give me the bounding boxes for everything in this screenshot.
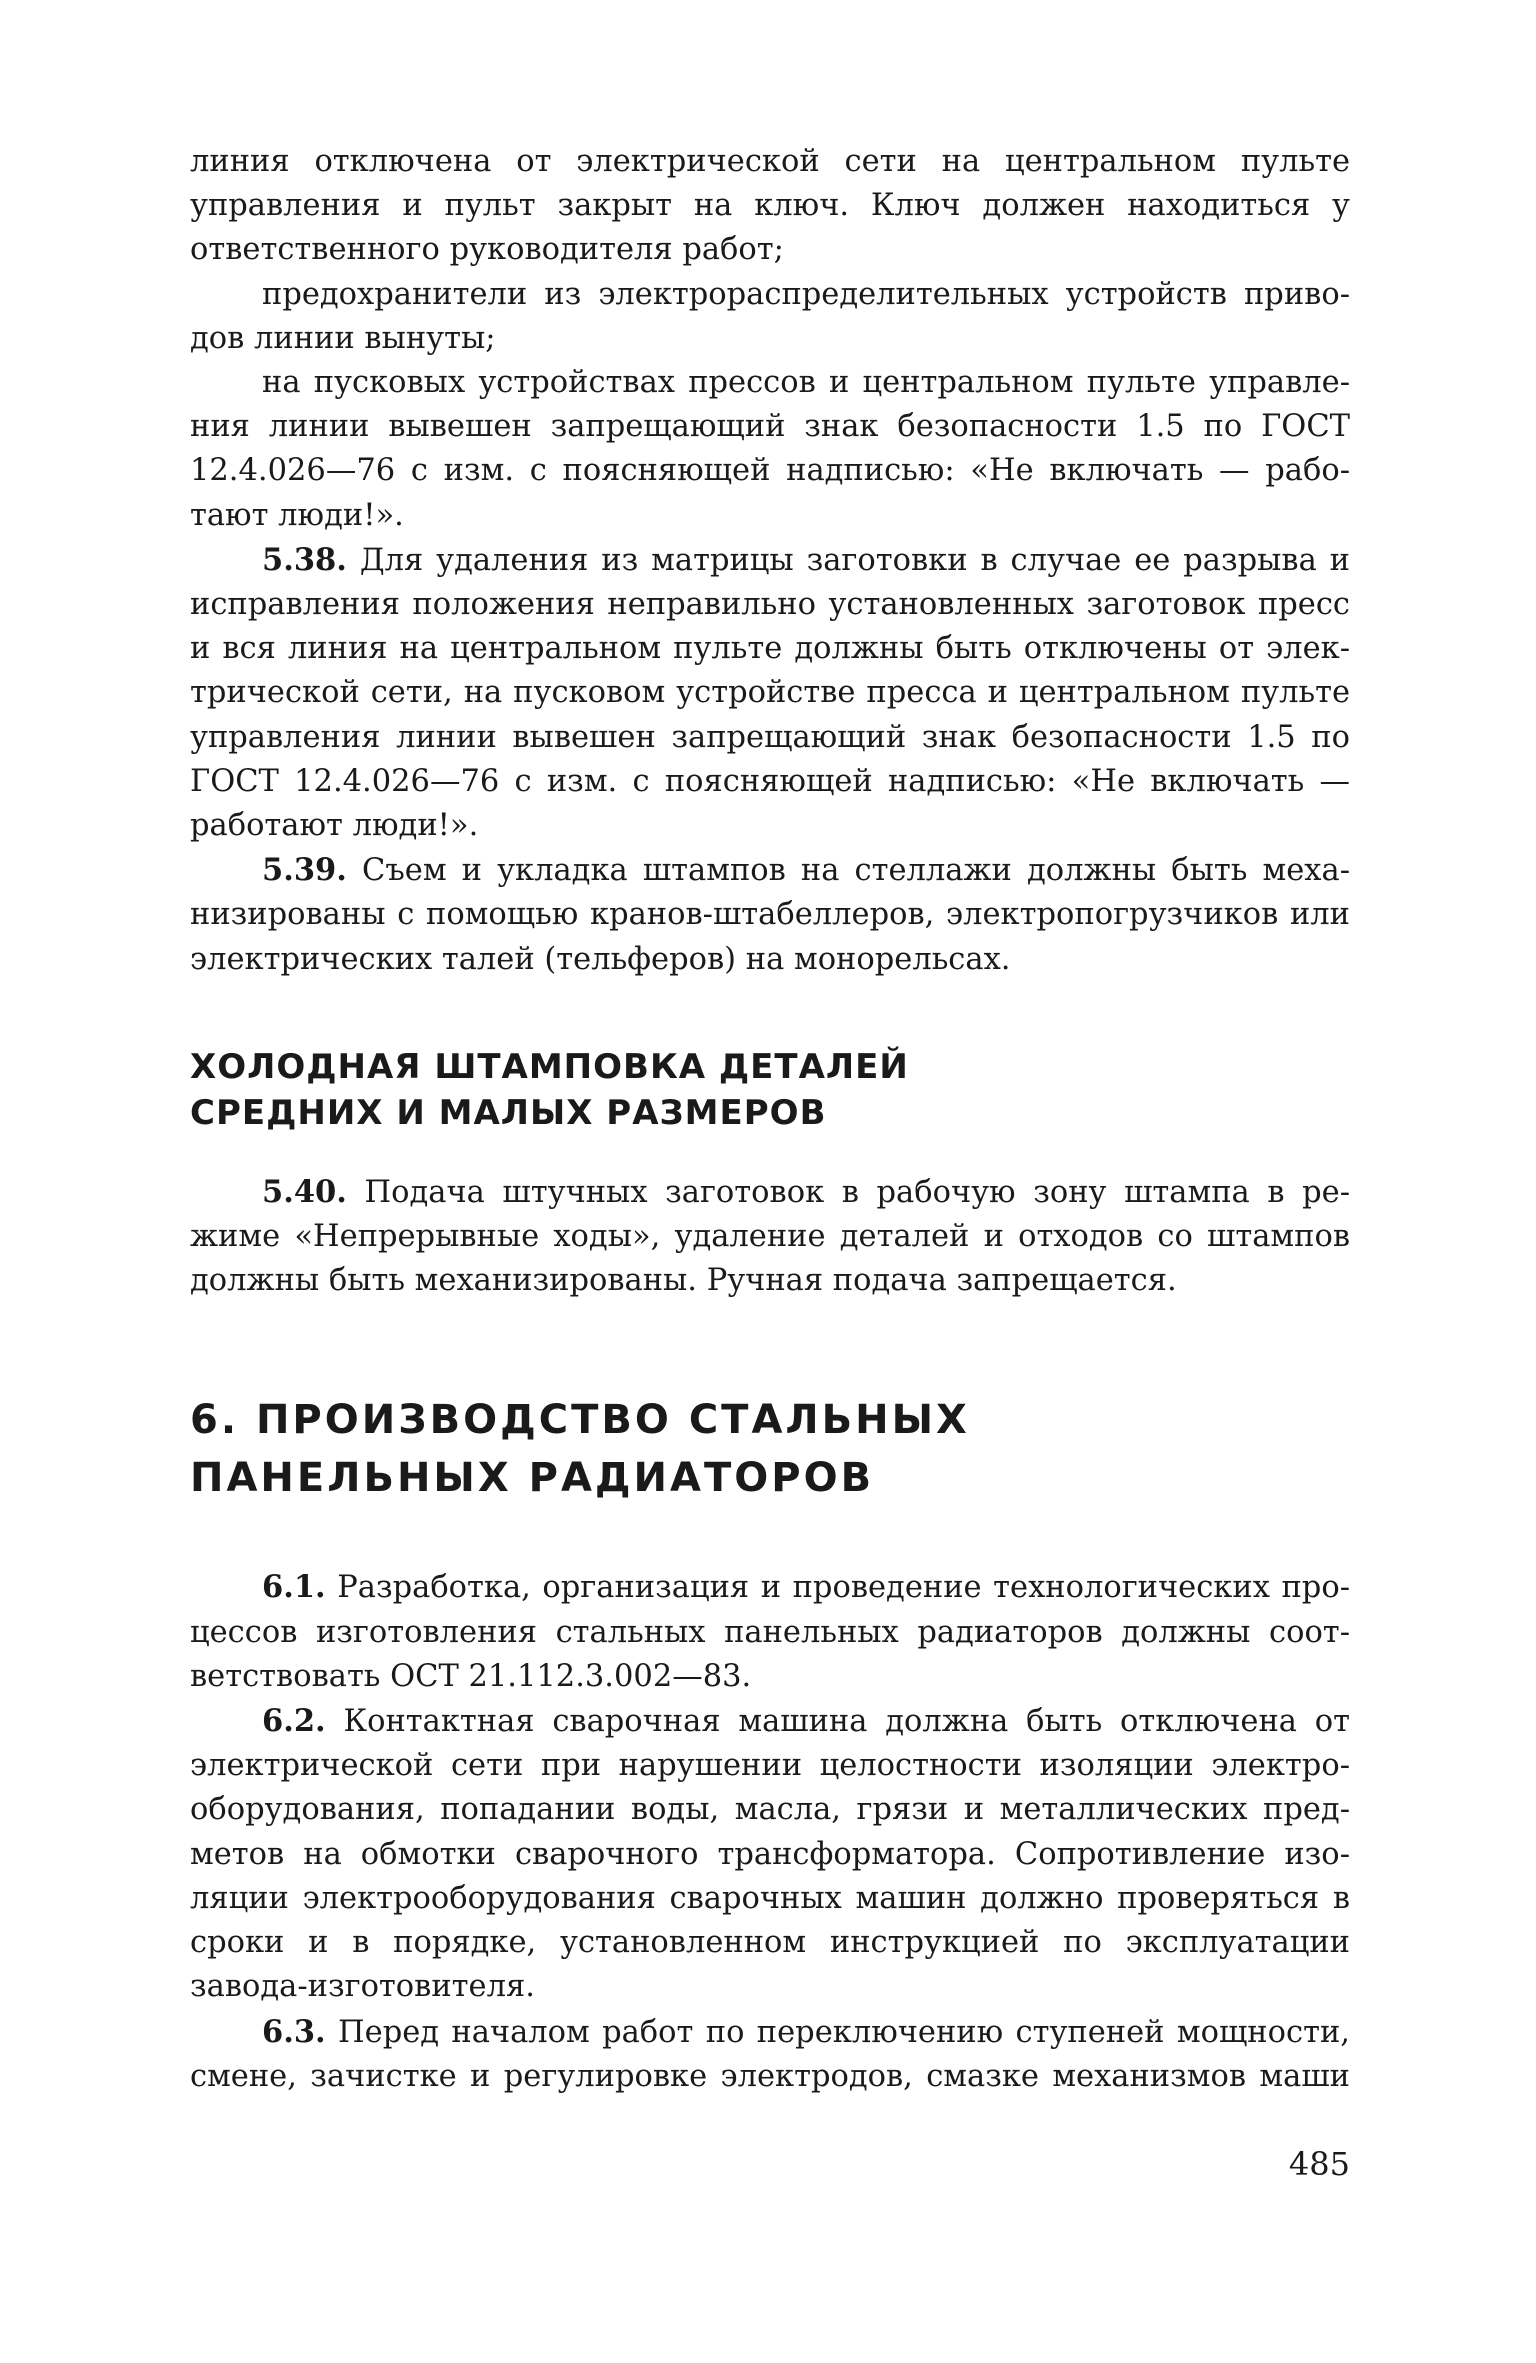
paragraph-warning-sign: на пусковых устройствах прессов и центральном пульте управления линии вывешен запрещающий знак безопасности 1.5 по ГОСТ 12.4.026—76 с изм. с поясняющей надписью: «Не включать — работают люди!». — [190, 365, 1350, 533]
page-number: 485 — [1288, 2145, 1350, 2183]
paragraph-line-disconnected: линия отключена от электрической сети на центральном пульте управления и пульт закрыт на ключ. Ключ должен находиться у ответственного руководителя работ; — [190, 144, 1350, 268]
clause-text: Для удаления из матрицы заготовки в случае ее разрыва и исправления положения неправильно установленных заготовок пресс и вся линия на центральном пульте должны быть отключены от электрической сети, на пусковом устройстве пресса и центральном пульте управления линии вывешен запрещающий знак безопасности 1.5 по ГОСТ 12.4.026—76 с изм. с поясняющей надписью: «Не включать — работают люди!». — [190, 542, 1350, 844]
clause-5-39 — [190, 848, 1350, 982]
clause-number: 6.1. — [262, 1569, 326, 1606]
section-heading-line-2: СРЕДНИХ И МАЛЫХ РАЗМЕРОВ — [190, 1092, 827, 1133]
paragraph-fuses-removed: предохранители из электрораспределительных устройств приводов линии вынуты; — [190, 276, 1350, 356]
clause-number: 6.2. — [262, 1703, 326, 1740]
clause-text: Подача штучных заготовок в рабочую зону штампа в режиме «Непрерывные ходы», удаление деталей и отходов со штампов должны быть механизированы. Ручная подача запрещается. — [190, 1174, 1350, 1299]
clause-number: 5.38. — [262, 541, 347, 578]
clause-5-40 — [190, 1170, 1350, 1304]
chapter-heading — [190, 1391, 1350, 1507]
section-heading-line-1: ХОЛОДНАЯ ШТАМПОВКА ДЕТАЛЕЙ — [190, 1046, 909, 1087]
document-page — [190, 140, 1350, 2099]
clause-6-3 — [190, 2010, 1350, 2099]
clause-text: Перед началом работ по переключению ступеней мощности, смене, зачистке и регулировке электродов, смазке механизмов маши — [190, 2014, 1350, 2094]
clause-number: 6.3. — [262, 2013, 326, 2050]
chapter-heading-line-1: 6. ПРОИЗВОДСТВО СТАЛЬНЫХ — [190, 1397, 970, 1444]
clause-number: 5.40. — [262, 1173, 347, 1210]
clause-6-1 — [190, 1565, 1350, 1699]
clause-number: 5.39. — [262, 852, 347, 889]
clause-5-38 — [190, 538, 1350, 848]
clause-text: Контактная сварочная машина должна быть отключена от электрической сети при нарушении целостности изоляции электрооборудования, попадании воды, масла, грязи и металлических предметов на обмотки сварочного трансформатора. Сопротивление изоляции электрооборудования сварочных машин должно проверяться в сроки и в порядке, установленном инструкцией по эксплуатации завода-изготовителя. — [190, 1704, 1350, 2005]
section-heading — [190, 1044, 1350, 1136]
clause-6-2 — [190, 1699, 1350, 2009]
chapter-heading-line-2: ПАНЕЛЬНЫХ РАДИАТОРОВ — [190, 1455, 875, 1502]
clause-text: Разработка, организация и проведение технологических процессов изготовления стальных панельных радиаторов должны соответствовать ОСТ 21.112.3.002—83. — [190, 1570, 1350, 1694]
clause-text: Съем и укладка штампов на стеллажи должны быть механизированы с помощью кранов-штабеллеров, электропогрузчиков или электрических талей (тельферов) на монорельсах. — [190, 853, 1350, 977]
